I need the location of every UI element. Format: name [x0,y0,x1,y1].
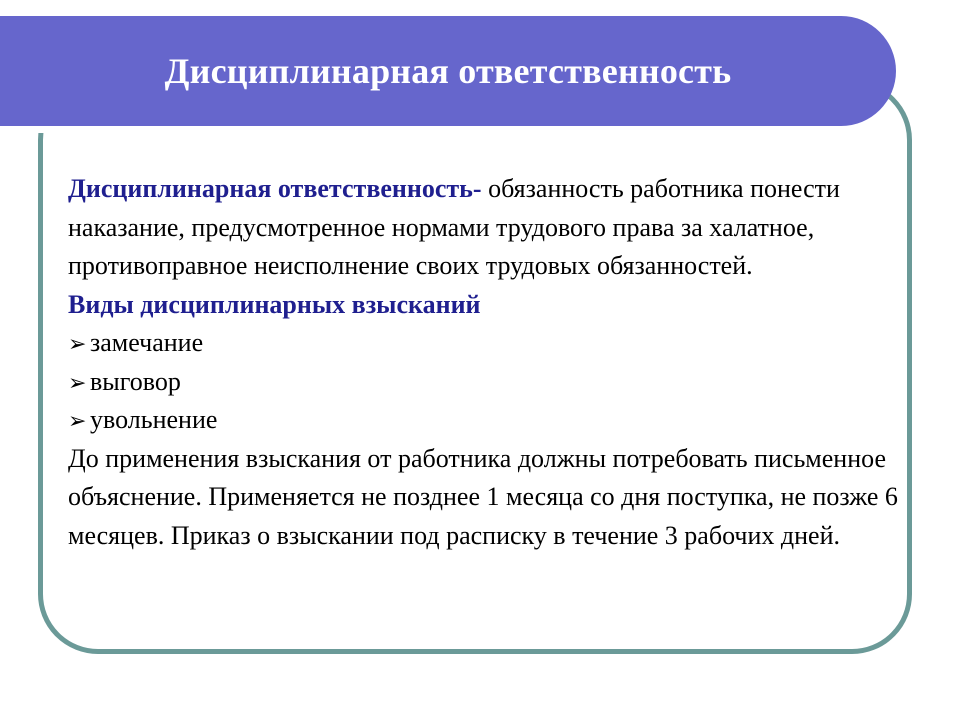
slide-content [68,170,898,555]
penalties-heading: Виды дисциплинарных взысканий [68,289,481,319]
list-item-label: замечание [90,328,204,357]
list-item-label: увольнение [90,405,218,434]
definition-term: Дисциплинарная ответственность [68,174,473,203]
arrowhead-bullet-icon: ➢ [68,409,87,434]
definition-text: обязанность работника понести наказание, предусмотренное нормами трудового права за халатное, противоправное неисполнение своих трудовых обязанностей. [68,174,840,280]
slide-title: Дисциплинарная ответственность [164,51,732,91]
arrowhead-bullet-icon: ➢ [68,370,87,396]
list-item [68,363,898,402]
procedure-paragraph: До применения взыскания от работника должны потребовать письменное объяснение. Применяется не позднее 1 месяца со дня поступка, не позже 6 месяцев. Приказ о взыскании под расписку в течение 3 рабочих дней. [68,443,898,550]
arrowhead-bullet-icon: ➢ [68,332,87,357]
title-underline-strip [0,126,848,133]
list-item [68,401,898,440]
list-item [68,324,898,363]
definition-paragraph [68,170,898,286]
definition-separator: - [472,174,482,203]
list-item-label: выговор [90,366,181,396]
